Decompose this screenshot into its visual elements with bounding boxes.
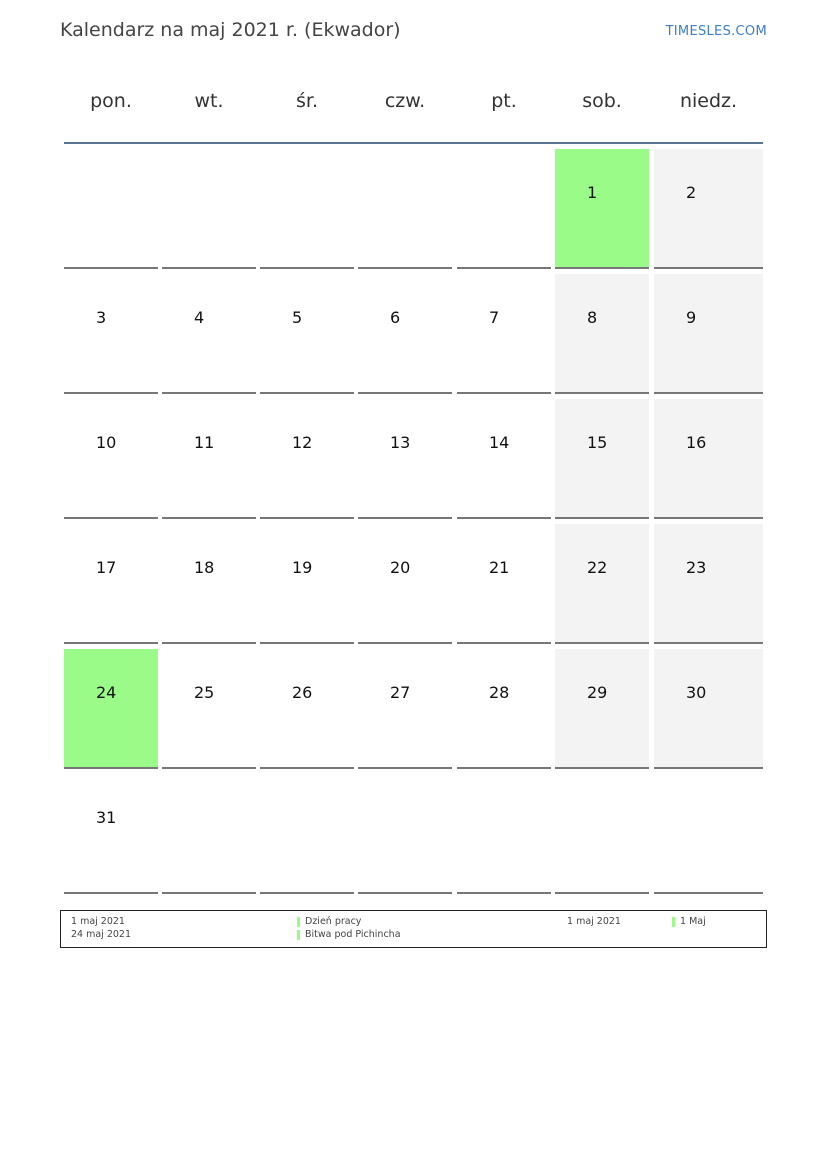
empty-day-cell bbox=[260, 149, 354, 269]
cell-divider bbox=[162, 892, 256, 894]
cell-divider bbox=[260, 642, 354, 644]
cell-divider bbox=[162, 267, 256, 269]
day-number: 2 bbox=[686, 183, 697, 202]
cell-divider bbox=[260, 767, 354, 769]
holiday-color-marker bbox=[297, 930, 300, 940]
holiday-color-marker bbox=[297, 917, 300, 927]
day-number: 20 bbox=[390, 558, 411, 577]
day-cell-19 bbox=[260, 524, 354, 644]
weekday-label: niedz. bbox=[679, 90, 738, 112]
day-number: 19 bbox=[292, 558, 313, 577]
day-cell-15 bbox=[555, 399, 649, 519]
cell-divider bbox=[654, 767, 763, 769]
day-number: 5 bbox=[292, 308, 303, 327]
day-cell-5 bbox=[260, 274, 354, 394]
cell-divider bbox=[64, 892, 158, 894]
day-number: 17 bbox=[96, 558, 117, 577]
day-number: 16 bbox=[686, 433, 707, 452]
cell-divider bbox=[162, 517, 256, 519]
day-cell-16 bbox=[654, 399, 763, 519]
day-cell-20 bbox=[358, 524, 452, 644]
legend-date: 1 maj 2021 bbox=[567, 916, 621, 927]
day-cell-23 bbox=[654, 524, 763, 644]
day-number: 15 bbox=[587, 433, 608, 452]
legend-holiday-name: Dzień pracy bbox=[305, 916, 362, 927]
day-cell-3 bbox=[64, 274, 158, 394]
day-cell-11 bbox=[162, 399, 256, 519]
cell-divider bbox=[162, 767, 256, 769]
empty-day-cell bbox=[162, 774, 256, 894]
day-cell-7 bbox=[457, 274, 551, 394]
weekday-label: pon. bbox=[90, 90, 132, 112]
empty-day-cell bbox=[358, 774, 452, 894]
empty-day-cell bbox=[260, 774, 354, 894]
day-number: 6 bbox=[390, 308, 401, 327]
legend-holiday-name: 1 Maj bbox=[680, 916, 706, 927]
day-cell-24 bbox=[64, 649, 158, 769]
weekday-label: pt. bbox=[491, 90, 517, 112]
day-number: 28 bbox=[489, 683, 510, 702]
cell-divider bbox=[162, 392, 256, 394]
cell-divider bbox=[555, 892, 649, 894]
cell-divider bbox=[654, 642, 763, 644]
day-cell-30 bbox=[654, 649, 763, 769]
day-cell-21 bbox=[457, 524, 551, 644]
day-cell-17 bbox=[64, 524, 158, 644]
day-number: 1 bbox=[587, 183, 598, 202]
day-cell-22 bbox=[555, 524, 649, 644]
cell-divider bbox=[457, 267, 551, 269]
cell-divider bbox=[64, 517, 158, 519]
empty-day-cell bbox=[457, 774, 551, 894]
legend-date: 24 maj 2021 bbox=[71, 929, 132, 940]
day-number: 24 bbox=[96, 683, 117, 702]
cell-divider bbox=[555, 392, 649, 394]
day-number: 25 bbox=[194, 683, 215, 702]
day-cell-8 bbox=[555, 274, 649, 394]
day-cell-6 bbox=[358, 274, 452, 394]
day-number: 12 bbox=[292, 433, 313, 452]
cell-divider bbox=[654, 392, 763, 394]
cell-divider bbox=[358, 642, 452, 644]
day-cell-13 bbox=[358, 399, 452, 519]
weekday-header bbox=[64, 90, 764, 120]
header-divider bbox=[64, 142, 763, 144]
day-number: 8 bbox=[587, 308, 598, 327]
day-cell-2 bbox=[654, 149, 763, 269]
cell-divider bbox=[260, 892, 354, 894]
cell-divider bbox=[457, 892, 551, 894]
cell-divider bbox=[457, 642, 551, 644]
cell-divider bbox=[64, 767, 158, 769]
day-number: 18 bbox=[194, 558, 215, 577]
cell-divider bbox=[64, 642, 158, 644]
brand-link[interactable]: TIMESLES.COM bbox=[665, 24, 767, 39]
page-title: Kalendarz na maj 2021 r. (Ekwador) bbox=[60, 19, 401, 41]
day-number: 21 bbox=[489, 558, 510, 577]
empty-day-cell bbox=[64, 149, 158, 269]
cell-divider bbox=[555, 517, 649, 519]
cell-divider bbox=[358, 767, 452, 769]
empty-day-cell bbox=[654, 774, 763, 894]
weekday-label: czw. bbox=[384, 90, 426, 112]
cell-divider bbox=[260, 392, 354, 394]
cell-divider bbox=[555, 767, 649, 769]
day-cell-31 bbox=[64, 774, 158, 894]
day-cell-26 bbox=[260, 649, 354, 769]
day-number: 3 bbox=[96, 308, 107, 327]
day-cell-9 bbox=[654, 274, 763, 394]
cell-divider bbox=[654, 892, 763, 894]
weekday-label: sob. bbox=[582, 90, 622, 112]
day-cell-10 bbox=[64, 399, 158, 519]
cell-divider bbox=[654, 267, 763, 269]
day-number: 4 bbox=[194, 308, 205, 327]
day-cell-18 bbox=[162, 524, 256, 644]
weekday-label: wt. bbox=[194, 90, 224, 112]
day-number: 13 bbox=[390, 433, 411, 452]
day-number: 11 bbox=[194, 433, 215, 452]
cell-divider bbox=[64, 392, 158, 394]
cell-divider bbox=[358, 392, 452, 394]
day-cell-1 bbox=[555, 149, 649, 269]
legend-date: 1 maj 2021 bbox=[71, 916, 125, 927]
empty-day-cell bbox=[162, 149, 256, 269]
cell-divider bbox=[358, 267, 452, 269]
legend-holiday-name: Bitwa pod Pichincha bbox=[305, 929, 401, 940]
day-cell-28 bbox=[457, 649, 551, 769]
holiday-legend bbox=[60, 910, 767, 948]
holiday-color-marker bbox=[672, 917, 675, 927]
cell-divider bbox=[654, 517, 763, 519]
cell-divider bbox=[555, 642, 649, 644]
cell-divider bbox=[555, 267, 649, 269]
day-number: 22 bbox=[587, 558, 608, 577]
day-number: 30 bbox=[686, 683, 707, 702]
cell-divider bbox=[162, 642, 256, 644]
day-number: 9 bbox=[686, 308, 697, 327]
empty-day-cell bbox=[358, 149, 452, 269]
day-number: 26 bbox=[292, 683, 313, 702]
cell-divider bbox=[457, 767, 551, 769]
cell-divider bbox=[358, 517, 452, 519]
day-cell-14 bbox=[457, 399, 551, 519]
day-number: 31 bbox=[96, 808, 117, 827]
cell-divider bbox=[358, 892, 452, 894]
day-cell-29 bbox=[555, 649, 649, 769]
empty-day-cell bbox=[555, 774, 649, 894]
day-number: 7 bbox=[489, 308, 500, 327]
weekday-label: śr. bbox=[295, 90, 318, 112]
cell-divider bbox=[457, 392, 551, 394]
day-cell-4 bbox=[162, 274, 256, 394]
day-number: 27 bbox=[390, 683, 411, 702]
day-cell-25 bbox=[162, 649, 256, 769]
cell-divider bbox=[260, 517, 354, 519]
day-number: 23 bbox=[686, 558, 707, 577]
day-cell-27 bbox=[358, 649, 452, 769]
day-number: 14 bbox=[489, 433, 510, 452]
day-number: 10 bbox=[96, 433, 117, 452]
cell-divider bbox=[260, 267, 354, 269]
cell-divider bbox=[457, 517, 551, 519]
day-number: 29 bbox=[587, 683, 608, 702]
cell-divider bbox=[64, 267, 158, 269]
empty-day-cell bbox=[457, 149, 551, 269]
day-cell-12 bbox=[260, 399, 354, 519]
